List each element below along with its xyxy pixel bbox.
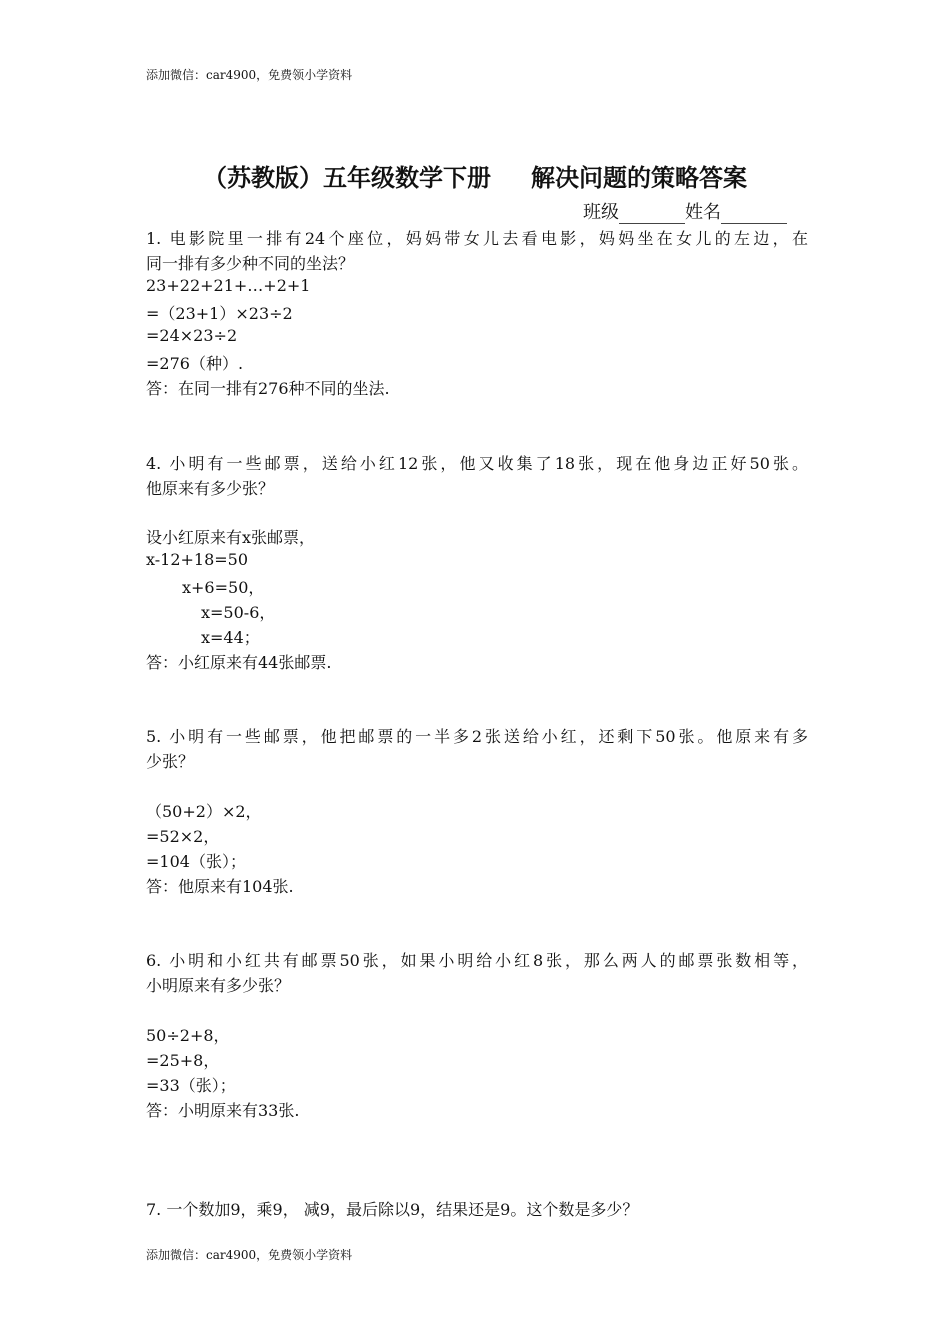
class-blank [619, 205, 685, 224]
q5-question-line-2: 少张？ [146, 752, 195, 771]
q1-step-2: =（23+1）×23÷2 [146, 304, 293, 323]
q4-question-line-2: 他原来有多少张？ [146, 479, 275, 498]
q6-answer: 答：小明原来有33张. [146, 1101, 300, 1120]
q5-answer: 答：他原来有104张. [146, 877, 294, 896]
q5-step-1: （50+2）×2， [146, 802, 262, 821]
q4-answer: 答：小红原来有44张邮票. [146, 653, 332, 672]
q6-step-1: 50÷2+8， [146, 1026, 230, 1045]
q4-step-3: x+6=50， [182, 578, 265, 597]
q4-step-5: x=44； [201, 628, 260, 647]
q4-step-2: x-12+18=50 [146, 550, 249, 569]
q6-step-3: =33（张）； [146, 1076, 236, 1095]
q6-question-line-2: 小明原来有多少张？ [146, 976, 291, 995]
q4-step-4: x=50-6， [201, 603, 276, 622]
title-left: （苏教版）五年级数学下册 [203, 164, 491, 192]
q1-step-1: 23+22+21+…+2+1 [146, 276, 311, 295]
class-label: 班级 [583, 202, 619, 223]
q6-question-line-1: 6. 小明和小红共有邮票50张，如果小明给小红8张，那么两人的邮票张数相等， [146, 951, 808, 970]
q5-step-3: =104（张）； [146, 852, 246, 871]
q1-step-4: =276（种）. [146, 354, 244, 373]
footer-note: 添加微信：car4900，免费领小学资料 [146, 1248, 353, 1262]
q5-question-line-1: 5. 小明有一些邮票，他把邮票的一半多2张送给小红，还剩下50张。他原来有多 [146, 727, 808, 746]
class-name-line [583, 198, 787, 224]
title-right: 解决问题的策略答案 [531, 164, 747, 192]
page-title [0, 158, 950, 193]
q1-answer: 答：在同一排有276种不同的坐法. [146, 379, 390, 398]
q4-step-1: 设小红原来有x张邮票， [146, 528, 316, 547]
q1-question-line-2: 同一排有多少种不同的坐法？ [146, 254, 355, 273]
name-blank [721, 205, 787, 224]
q6-step-2: =25+8， [146, 1051, 220, 1070]
q1-question-line-1: 1. 电影院里一排有24个座位，妈妈带女儿去看电影，妈妈坐在女儿的左边，在 [146, 229, 808, 248]
q1-step-3: =24×23÷2 [146, 326, 238, 345]
q7-question-line-1: 7. 一个数加9，乘9， 减9，最后除以9，结果还是9。这个数是多少？ [146, 1200, 639, 1219]
header-note: 添加微信：car4900，免费领小学资料 [146, 68, 353, 82]
name-label: 姓名 [685, 202, 721, 223]
q4-question-line-1: 4. 小明有一些邮票，送给小红12张，他又收集了18张，现在他身边正好50张。 [146, 454, 808, 473]
q5-step-2: =52×2， [146, 827, 220, 846]
